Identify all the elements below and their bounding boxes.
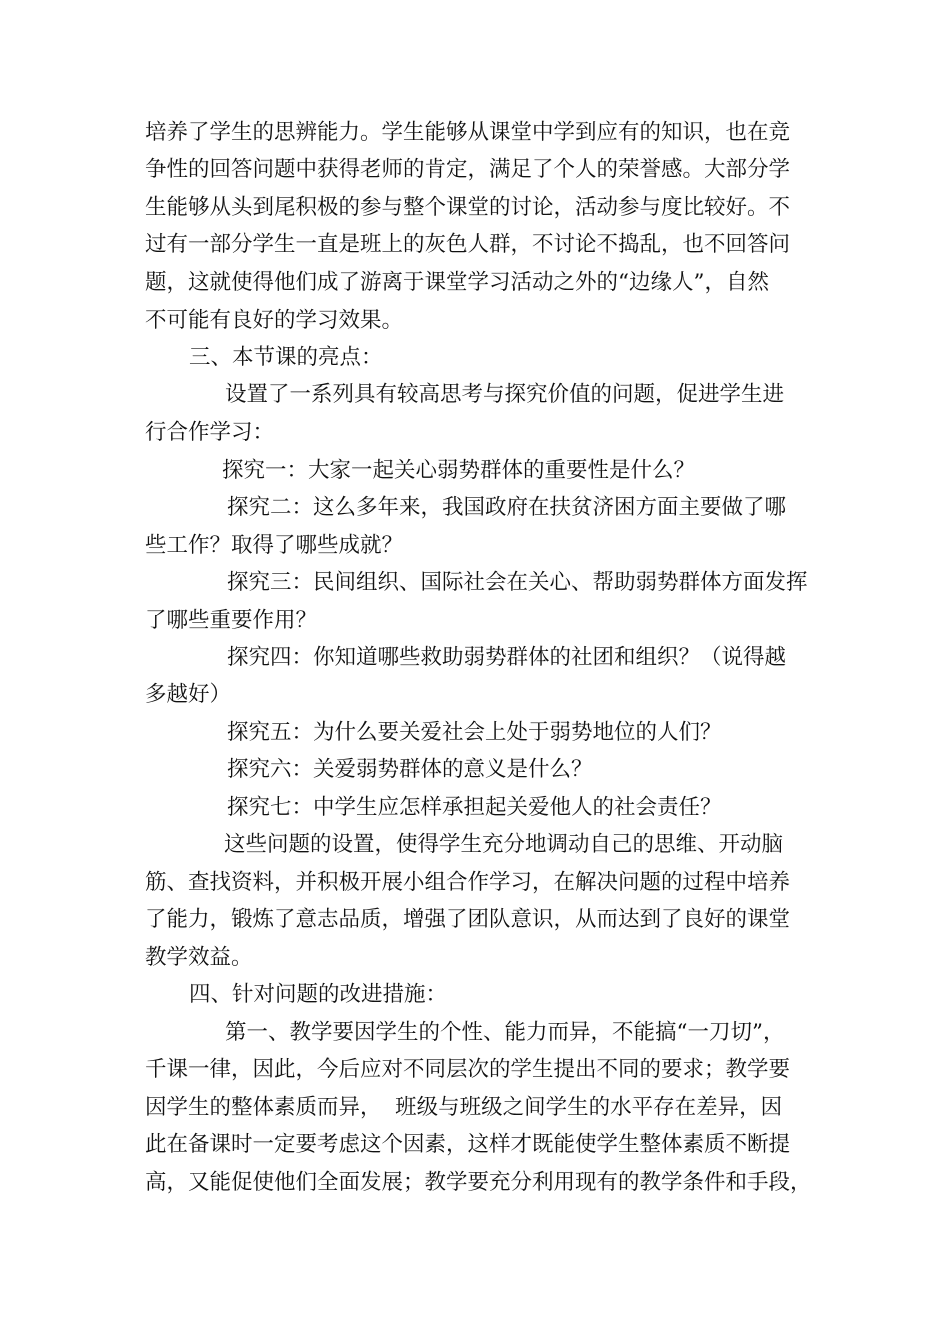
- inquiry-line: 探究七：中学生应怎样承担起关爱他人的社会责任？: [227, 795, 722, 820]
- paragraph-line: 了能力，锻炼了意志品质，增强了团队意识，从而达到了良好的课堂: [145, 907, 791, 932]
- paragraph-line: 不可能有良好的学习效果。: [145, 308, 404, 333]
- paragraph-line: 题，这就使得他们成了游离于课堂学习活动之外的“边缘人”，自然: [145, 270, 769, 295]
- paragraph-line: 行合作学习：: [145, 420, 275, 445]
- inquiry-line: 探究五：为什么要关爱社会上处于弱势地位的人们？: [227, 720, 722, 745]
- paragraph-line: 过有一部分学生一直是班上的灰色人群，不讨论不捣乱，也不回答问: [145, 232, 791, 257]
- paragraph-line: 争性的回答问题中获得老师的肯定，满足了个人的荣誉感。大部分学: [145, 157, 791, 182]
- inquiry-line: 探究四：你知道哪些救助弱势群体的社团和组织？（说得越: [227, 645, 787, 670]
- section-heading: 四、针对问题的改进措施：: [189, 982, 448, 1007]
- paragraph-line: 第一、教学要因学生的个性、能力而异，不能搞“一刀切”，: [225, 1020, 785, 1045]
- inquiry-line: 些工作？取得了哪些成就？: [145, 533, 404, 558]
- paragraph-line: 教学效益。: [145, 945, 253, 970]
- paragraph-line: 这些问题的设置，使得学生充分地调动自己的思维、开动脑: [224, 832, 784, 857]
- paragraph-line: 千课一律，因此，今后应对不同层次的学生提出不同的要求；教学要: [145, 1057, 791, 1082]
- paragraph-line: 此在备课时一定要考虑这个因素，这样才既能使学生整体素质不断提: [145, 1132, 791, 1157]
- inquiry-line: 探究一：大家一起关心弱势群体的重要性是什么？: [222, 458, 696, 483]
- paragraph-line: 培养了学生的思辨能力。学生能够从课堂中学到应有的知识，也在竞: [145, 120, 791, 145]
- inquiry-line: 多越好）: [145, 682, 232, 707]
- paragraph-line: 筋、查找资料，并积极开展小组合作学习，在解决问题的过程中培养: [145, 870, 791, 895]
- inquiry-line: 了哪些重要作用？: [145, 608, 318, 633]
- paragraph-line: 设置了一系列具有较高思考与探究价值的问题，促进学生进: [225, 382, 785, 407]
- inquiry-line: 探究六：关爱弱势群体的意义是什么？: [227, 757, 593, 782]
- section-heading: 三、本节课的亮点：: [189, 345, 383, 370]
- paragraph-line: 因学生的整体素质而异， 班级与班级之间学生的水平存在差异，因: [145, 1095, 783, 1120]
- inquiry-line: 探究三：民间组织、国际社会在关心、帮助弱势群体方面发挥: [227, 570, 808, 595]
- inquiry-line: 探究二：这么多年来，我国政府在扶贫济困方面主要做了哪: [227, 495, 787, 520]
- paragraph-line: 高，又能促使他们全面发展；教学要充分利用现有的教学条件和手段，: [145, 1170, 812, 1195]
- paragraph-line: 生能够从头到尾积极的参与整个课堂的讨论，活动参与度比较好。不: [145, 195, 791, 220]
